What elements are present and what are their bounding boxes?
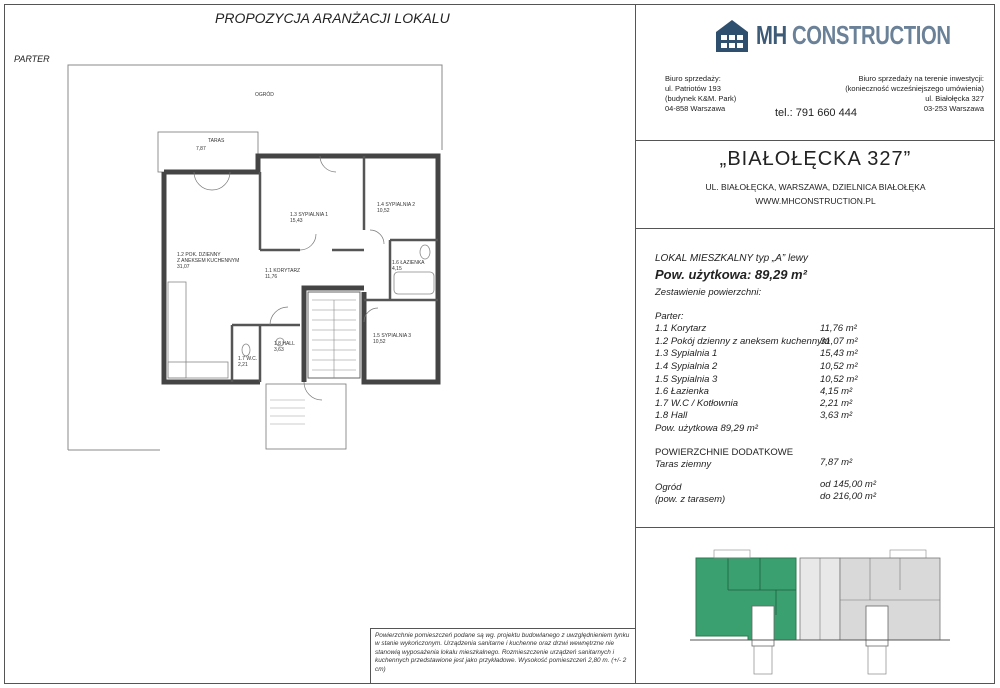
- room-area: 11,76 m²: [820, 323, 857, 334]
- sales-office-left: Biuro sprzedaży: ul. Patriotów 193 (budynek K&M. Park) 04-858 Warszawa: [665, 74, 737, 113]
- room-label-1-2: 1.2 POK. DZIENNY Z ANEKSEM KUCHENNYM 31,07: [177, 252, 240, 270]
- garden-area-min: od 145,00 m²: [820, 479, 876, 490]
- terrace-name: TARAS: [208, 138, 225, 144]
- room-row: 1.1 Korytarz: [655, 323, 707, 334]
- project-title: „BIAŁOŁĘCKA 327”: [719, 148, 912, 170]
- room-label-1-1: 1.1 KORYTARZ 11,76: [265, 268, 301, 280]
- garden-row-sub: (pow. z tarasem): [655, 494, 726, 505]
- room-row: 1.7 W.C / Kotłownia: [655, 398, 739, 409]
- project-website[interactable]: WWW.MHCONSTRUCTION.PL: [755, 196, 876, 206]
- page-title: PROPOZYCJA ARANŻACJI LOKALU: [215, 10, 450, 26]
- sales-office-right: Biuro sprzedaży na terenie inwestycji: (konieczność wcześniejszego umówienia) ul. Białołęcka 327 03-253 Warszawa: [845, 74, 984, 113]
- room-area: 31,07 m²: [820, 336, 858, 347]
- room-row: 1.2 Pokój dzienny z aneksem kuchennym: [655, 336, 830, 347]
- unit-area: Pow. użytkowa: 89,29 m²: [655, 267, 807, 282]
- project-address: UL. BIAŁOŁĘCKA, WARSZAWA, DZIELNICA BIAŁOŁĘKA: [705, 182, 926, 192]
- key-plan: [690, 540, 950, 680]
- room-label-1-4: 1.4 SYPIALNIA 2 10,52: [377, 202, 416, 214]
- room-label-1-7: 1.7 W.C. 2,21: [238, 356, 258, 368]
- terrace-label: [208, 138, 224, 144]
- extra-areas-label: POWIERZCHNIE DODATKOWE: [655, 447, 794, 458]
- terrace-row-area: 7,87 m²: [820, 457, 853, 468]
- garden-row: Ogród: [655, 482, 682, 493]
- floor-label: Parter:: [655, 311, 684, 322]
- unit-type: LOKAL MIESZKALNY typ „A” lewy: [655, 253, 809, 264]
- room-row: 1.3 Sypialnia 1: [655, 348, 718, 359]
- garden-label: OGRÓD: [255, 92, 274, 98]
- room-label-1-8: 1.8 HALL 3,63: [274, 341, 295, 353]
- room-label-1-3: 1.3 SYPIALNIA 1 15,43: [290, 212, 329, 224]
- level-label: PARTER: [14, 54, 50, 64]
- room-row: 1.6 Łazienka: [655, 386, 709, 397]
- divider: [636, 527, 995, 528]
- room-area: 15,43 m²: [820, 348, 858, 359]
- terrace-row: Taras ziemny: [655, 459, 712, 470]
- room-area: 2,21 m²: [820, 398, 853, 409]
- garden-area-max: do 216,00 m²: [820, 491, 876, 502]
- footnote-box: [370, 628, 636, 684]
- room-area: 4,15 m²: [820, 386, 853, 397]
- divider: [636, 140, 995, 141]
- room-row: 1.8 Hall: [655, 410, 688, 421]
- room-label-1-6: 1.6 ŁAZIENKA 4,15: [392, 260, 425, 272]
- room-area: 3,63 m²: [820, 410, 853, 421]
- footnote-text: Powierzchnie pomieszczeń podane są wg. projektu budowlanego z uwzględnieniem tynku w stanie wykończonym. Urządzenia sanitarne i kuchenne oraz drzwi wewnętrzne nie stanowią wyposażenia lokalu mieszkalnego. Rozmieszczenie urządzeń sanitarnych i kuchennych przedstawione jest jako przykładowe. Wysokość pomieszczeń 2,80 m. (+/- 2 cm): [375, 632, 630, 673]
- brand-logo: [714, 18, 750, 54]
- building-logo-icon: [714, 18, 750, 54]
- summary-label: Zestawienie powierzchni:: [655, 287, 762, 298]
- room-row: 1.4 Sypialnia 2: [655, 361, 718, 372]
- terrace-area: 7,87: [196, 146, 206, 152]
- room-area: 10,52 m²: [820, 361, 858, 372]
- phone-number: tel.: 791 660 444: [775, 107, 857, 119]
- divider: [636, 228, 995, 229]
- room-area: 10,52 m²: [820, 374, 858, 385]
- room-label-1-5: 1.5 SYPIALNIA 3 10,52: [373, 333, 412, 345]
- room-row: 1.5 Sypialnia 3: [655, 374, 718, 385]
- total-area: Pow. użytkowa 89,29 m²: [655, 423, 758, 434]
- brand-name: MH CONSTRUCTION: [756, 20, 951, 50]
